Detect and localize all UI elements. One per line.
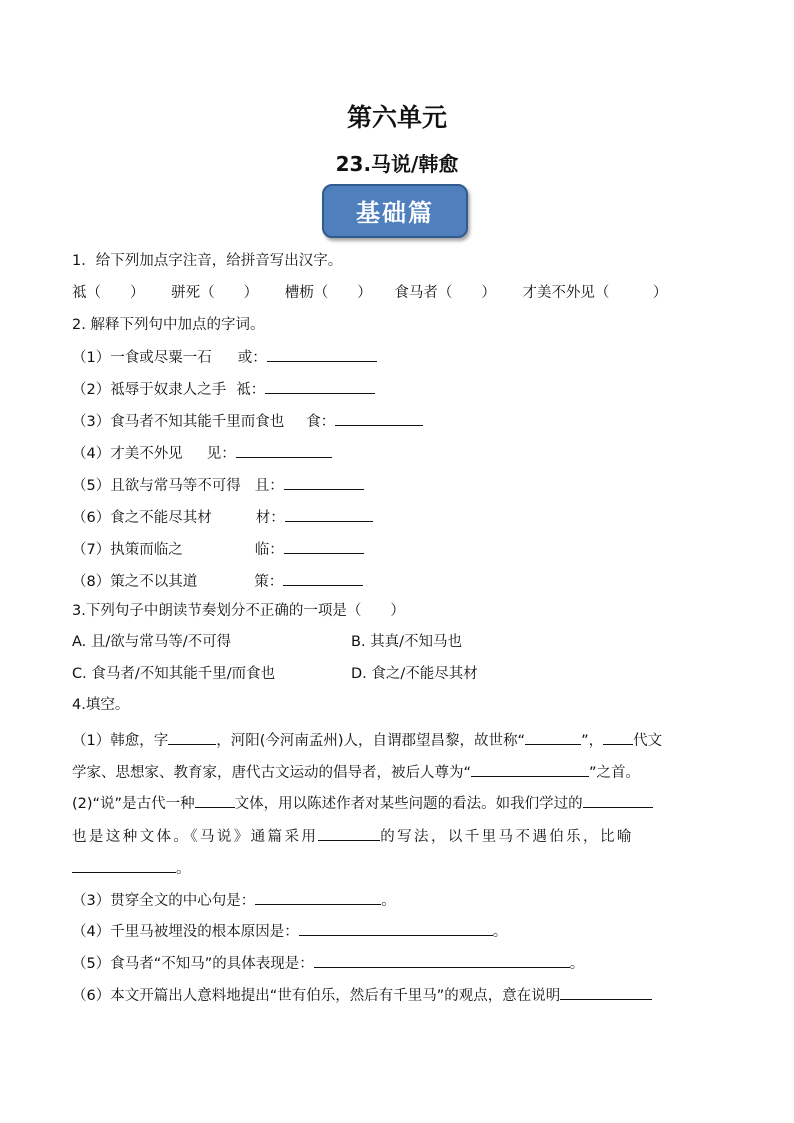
q4-text: 。 <box>176 861 191 877</box>
q1-item: 槽枥（ ） <box>284 285 372 301</box>
q4-text: (2)“说”是古代一种 <box>72 796 195 812</box>
answer-blank[interactable] <box>284 473 364 490</box>
answer-blank[interactable] <box>525 728 581 745</box>
answer-blank[interactable] <box>168 728 216 745</box>
q3-option-b[interactable]: B. 其真/不知马也 <box>351 634 463 650</box>
q4-item-1 <box>72 728 662 752</box>
q4-item-1-cont <box>72 760 640 784</box>
q4-item-2-end <box>72 856 191 880</box>
q2-item-number: （4） <box>72 446 111 462</box>
answer-blank[interactable] <box>471 760 589 777</box>
answer-blank[interactable] <box>236 441 332 458</box>
answer-blank[interactable] <box>314 951 570 968</box>
q3-option-d[interactable]: D. 食之/不能尽其材 <box>351 666 478 682</box>
q2-item-sentence: 祗辱于奴隶人之手 <box>110 382 227 398</box>
q2-item <box>72 377 375 401</box>
q2-item-number: （6） <box>72 510 111 526</box>
q3-option-a[interactable]: A. 且/欲与常马等/不可得 <box>72 634 232 650</box>
q4-item-5 <box>72 951 584 975</box>
q2-item <box>72 505 373 529</box>
q2-item-number: （7） <box>72 542 111 558</box>
answer-blank[interactable] <box>283 569 363 586</box>
q4-item-2 <box>72 791 653 815</box>
q4-item-6 <box>72 983 652 1007</box>
q1-item: 祗（ ） <box>72 285 145 301</box>
q4-text: ”之首。 <box>589 765 641 781</box>
q2-item-sentence: 食之不能尽其材 <box>110 510 212 526</box>
q2-item-word: 策： <box>254 574 284 590</box>
q2-item-word: 且： <box>254 478 284 494</box>
q2-item <box>72 473 364 497</box>
q2-item-number: （3） <box>72 414 111 430</box>
answer-blank[interactable] <box>583 791 653 808</box>
q2-item-sentence: 执策而临之 <box>110 542 183 558</box>
q4-text: 也是这种文体。《马说》通篇采用 <box>72 829 319 845</box>
q4-text: 的写法，以千里马不遇伯乐，比喻 <box>380 829 634 845</box>
q2-item-sentence: 食马者不知其能千里而食也 <box>110 414 285 430</box>
q2-item-word: 食： <box>306 414 336 430</box>
q1-item: 才美不外见（ ） <box>522 285 668 301</box>
q2-item-number: （8） <box>72 574 111 590</box>
q2-item-word: 祗： <box>236 382 266 398</box>
q2-item-word: 或： <box>237 350 267 366</box>
q4-text: 。 <box>492 924 508 940</box>
q1-item: 食马者（ ） <box>394 285 496 301</box>
q4-item-4 <box>72 919 507 943</box>
q2-item <box>72 345 377 369</box>
q4-text: （4）千里马被埋没的根本原因是： <box>72 924 299 940</box>
answer-blank[interactable] <box>285 505 373 522</box>
answer-blank[interactable] <box>603 728 633 745</box>
q2-stem: 2. 解释下列句中加点的字词。 <box>72 317 265 333</box>
answer-blank[interactable] <box>195 791 235 808</box>
section-badge: 基础篇 <box>322 184 468 238</box>
q4-text: 学家、思想家、教育家，唐代古文运动的倡导者，被后人尊为“ <box>72 765 472 781</box>
q4-text: 文体，用以陈述作者对某些问题的看法。如我们学过的 <box>234 796 583 812</box>
q4-text: ”， <box>581 733 604 749</box>
q2-item-sentence: 策之不以其道 <box>110 574 198 590</box>
q4-text: （1）韩愈，字 <box>72 733 169 749</box>
q1-item: 骈死（ ） <box>171 285 259 301</box>
q2-item-word: 材： <box>255 510 285 526</box>
q4-text: （5）食马者“不知马”的具体表现是： <box>72 956 314 972</box>
q1-items <box>72 282 667 304</box>
q2-item <box>72 537 364 561</box>
q4-stem: 4.填空。 <box>72 697 130 713</box>
q2-item-sentence: 才美不外见 <box>110 446 183 462</box>
answer-blank[interactable] <box>265 377 375 394</box>
q2-item-number: （2） <box>72 382 111 398</box>
answer-blank[interactable] <box>299 919 493 936</box>
q3-stem: 3.下列句子中朗读节奏划分不正确的一项是（ ） <box>72 603 405 619</box>
q4-text: 代文 <box>633 733 663 749</box>
q2-item <box>72 569 363 593</box>
answer-blank[interactable] <box>72 856 176 873</box>
q4-text: 。 <box>569 956 585 972</box>
answer-blank[interactable] <box>560 983 652 1000</box>
q2-item-number: （1） <box>72 350 111 366</box>
q4-item-3 <box>72 888 396 912</box>
answer-blank[interactable] <box>318 824 380 841</box>
q1-stem: 1．给下列加点字注音，给拼音写出汉字。 <box>72 253 343 269</box>
q2-item-word: 见： <box>206 446 236 462</box>
unit-title: 第六单元 <box>346 103 447 132</box>
q4-text: （3）贯穿全文的中心句是： <box>72 893 256 909</box>
q3-option-c[interactable]: C. 食马者/不知其能千里/而食也 <box>72 666 276 682</box>
answer-blank[interactable] <box>267 345 377 362</box>
q2-item <box>72 441 332 465</box>
lesson-title: 23.马说/韩愈 <box>335 152 459 176</box>
q4-text: （6）本文开篇出人意料地提出“世有伯乐，然后有千里马”的观点，意在说明 <box>72 988 561 1004</box>
q2-item-sentence: 且欲与常马等不可得 <box>110 478 241 494</box>
q4-text: ，河阳(今河南孟州)人，自谓郡望昌黎，故世称“ <box>216 733 526 749</box>
q2-item-sentence: 一食或尽粟一石 <box>110 350 212 366</box>
q2-item-word: 临： <box>254 542 284 558</box>
answer-blank[interactable] <box>255 888 381 905</box>
q2-item-number: （5） <box>72 478 111 494</box>
answer-blank[interactable] <box>284 537 364 554</box>
answer-blank[interactable] <box>335 409 423 426</box>
q2-item <box>72 409 423 433</box>
q4-item-2-cont <box>72 824 634 848</box>
q4-text: 。 <box>381 893 396 909</box>
